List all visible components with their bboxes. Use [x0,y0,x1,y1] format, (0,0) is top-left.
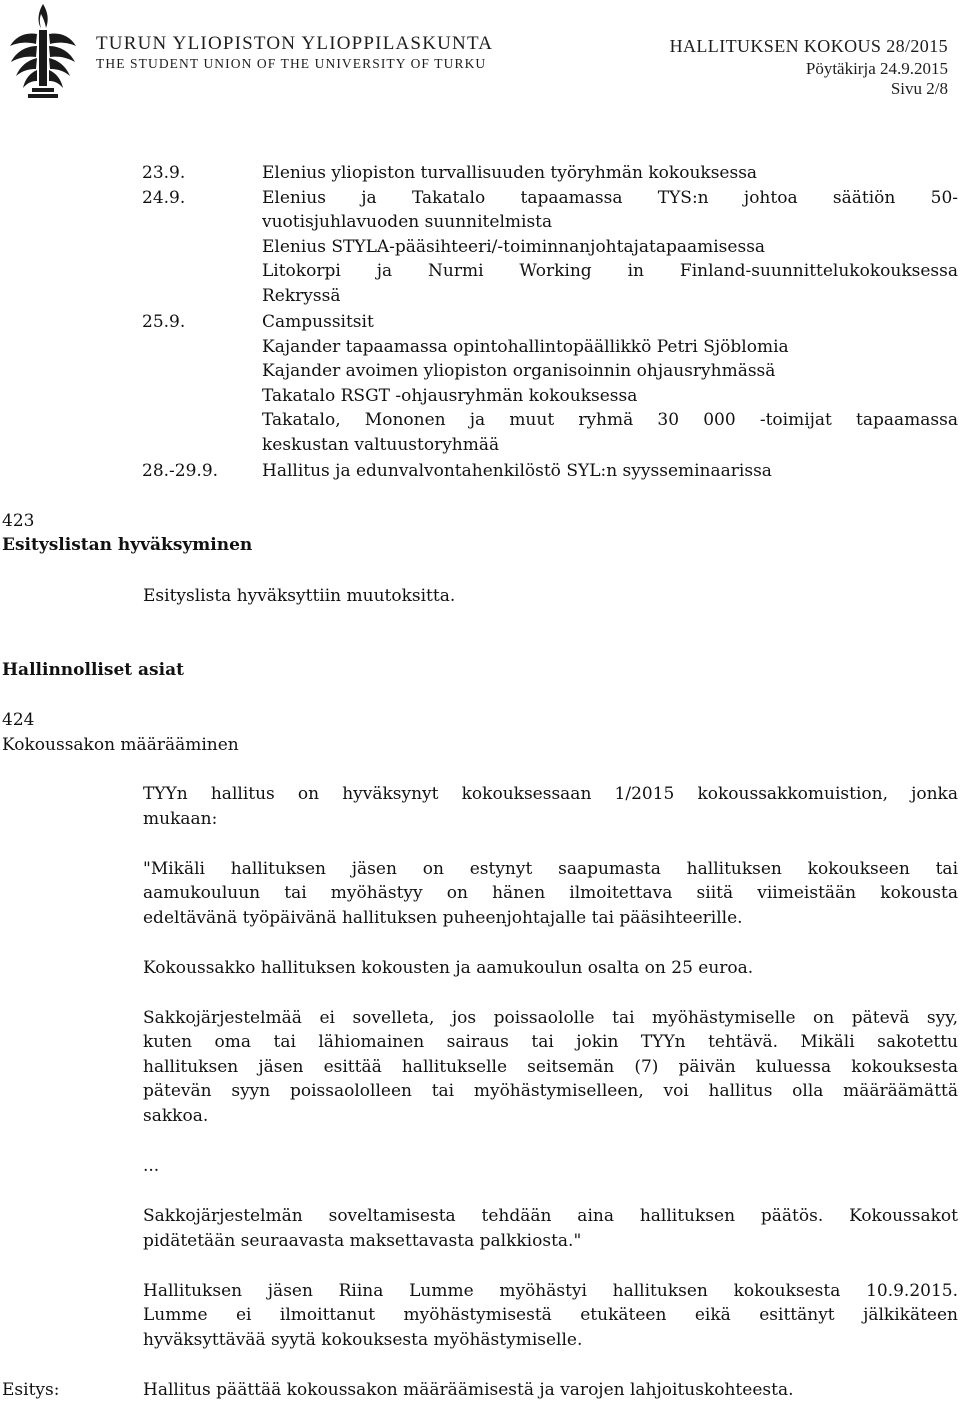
paragraph-line: Lumme ei ilmoittanut myöhästymisestä etukäteen eikä esittänyt jälkikäteen [143,1305,958,1325]
paragraph-line: Sakkojärjestelmää ei sovelleta, jos poissaololle tai myöhästymiselle on pätevä syy, [143,1008,958,1028]
paragraph-line: pidätetään seuraavasta maksettavasta palkkiosta." [143,1231,582,1251]
paragraph-line: sakkoa. [143,1106,209,1126]
schedule-line: Kajander tapaamassa opintohallintopäällikkö Petri Sjöblomia [262,337,789,357]
schedule-line: Hallitus ja edunvalvontahenkilöstö SYL:n syysseminaarissa [262,461,772,481]
category-heading: Hallinnolliset asiat [2,660,184,680]
schedule-line: Elenius STYLA-pääsihteeri/-toiminnanjohtajatapaamisessa [262,237,766,257]
schedule-date: 28.-29.9. [142,461,219,481]
paragraph-line: hyväksyttävää syytä kokouksesta myöhästymiselle. [143,1330,583,1350]
paragraph-line: mukaan: [143,809,218,829]
schedule-line: Elenius ja Takatalo tapaamassa TYS:n johtoa säätiön 50- [262,188,958,208]
paragraph-line: Sakkojärjestelmän soveltamisesta tehdään aina hallituksen päätös. Kokoussakot [143,1206,958,1226]
schedule-line: Litokorpi ja Nurmi Working in Finland-suunnittelukokouksessa [262,261,958,281]
org-name-en: THE STUDENT UNION OF THE UNIVERSITY OF TURKU [96,56,487,71]
section-text: Esityslista hyväksyttiin muutoksitta. [143,586,456,606]
proposal-label: Esitys: [2,1380,60,1400]
section-number: 424 [2,710,35,730]
schedule-line: vuotisjuhlavuoden suunnitelmista [262,212,553,232]
page-number: Sivu 2/8 [890,79,948,98]
schedule-line: keskustan valtuustoryhmää [262,435,500,455]
schedule-date: 23.9. [142,163,186,183]
section-title: Kokoussakon määrääminen [2,735,239,755]
paragraph-line: hallituksen jäsen esittää hallitukselle seitsemän (7) päivän kuluessa kokouksesta [143,1057,958,1077]
minutes-date: Pöytäkirja 24.9.2015 [805,59,948,78]
section-number: 423 [2,511,35,531]
paragraph-line: TYYn hallitus on hyväksynyt kokouksessaan 1/2015 kokoussakkomuistion, jonka [143,784,958,804]
schedule-date: 24.9. [142,188,186,208]
paragraph-line: kuten oma tai lähiomainen sairaus tai jokin TYYn tehtävä. Mikäli sakotettu [143,1032,958,1052]
schedule-line: Elenius yliopiston turvallisuuden työryhmän kokouksessa [262,163,758,183]
schedule-line: Rekryssä [262,286,341,306]
ellipsis: ... [143,1156,160,1176]
section-title: Esityslistan hyväksyminen [2,535,253,555]
paragraph-line: Hallituksen jäsen Riina Lumme myöhästyi hallituksen kokouksesta 10.9.2015. [143,1281,958,1301]
schedule-line: Campussitsit [262,312,374,332]
student-union-logo [8,2,78,100]
org-name: TURUN YLIOPISTON YLIOPPILASKUNTA [96,33,494,54]
paragraph-line: aamukouluun tai myöhästyy on hänen ilmoitettava siitä viimeistään kokousta [143,883,958,903]
schedule-line: Kajander avoimen yliopiston organisoinnin ohjausryhmässä [262,361,776,381]
paragraph-line: pätevän syyn poissaololleen tai myöhästymiselleen, voi hallitus olla määräämättä [143,1081,958,1101]
meeting-title: HALLITUKSEN KOKOUS 28/2015 [669,36,948,56]
schedule-line: Takatalo RSGT -ohjausryhmän kokouksessa [262,386,638,406]
paragraph-line: "Mikäli hallituksen jäsen on estynyt saapumasta hallituksen kokoukseen tai [143,859,958,879]
proposal-text: Hallitus päättää kokoussakon määräämisestä ja varojen lahjoituskohteesta. [143,1380,794,1400]
schedule-line: Takatalo, Mononen ja muut ryhmä 30 000 -toimijat tapaamassa [262,410,958,430]
paragraph-line: edeltävänä työpäivänä hallituksen puheenjohtajalle tai pääsihteerille. [143,908,743,928]
schedule-date: 25.9. [142,312,186,332]
paragraph-line: Kokoussakko hallituksen kokousten ja aamukoulun osalta on 25 euroa. [143,958,754,978]
